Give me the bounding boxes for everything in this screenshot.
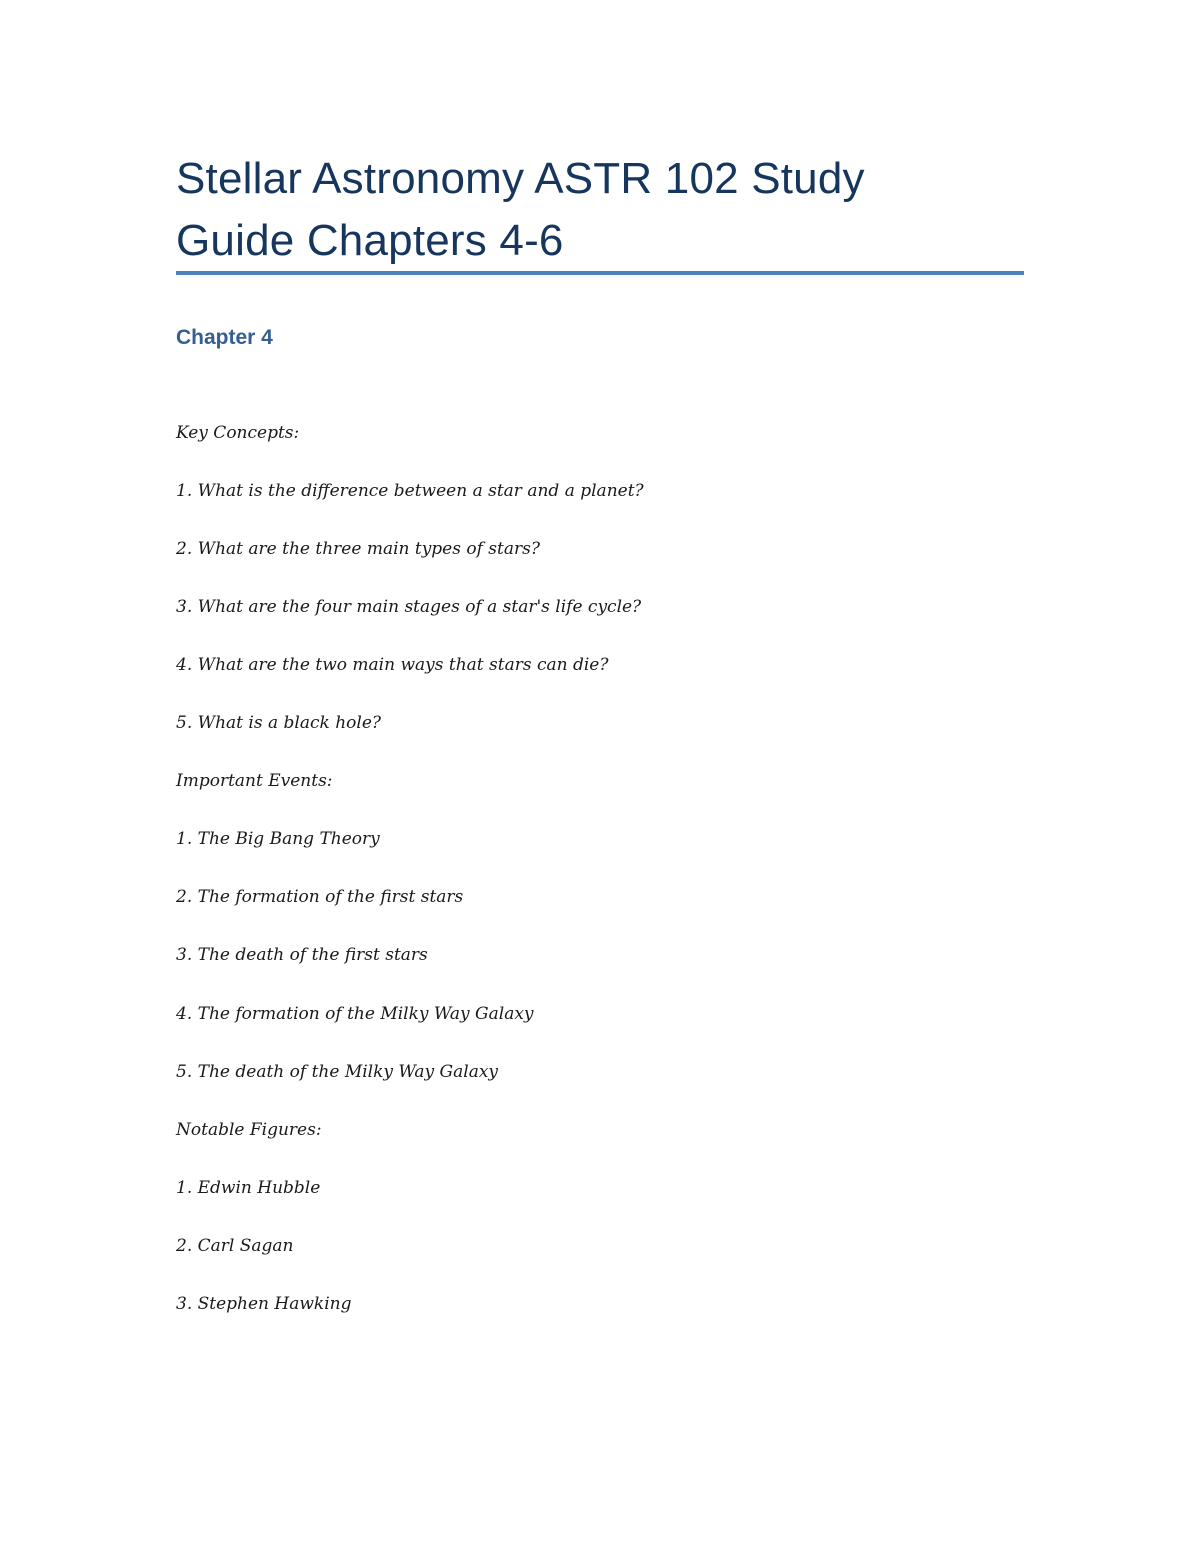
notable-figures-label: Notable Figures:: [176, 1120, 322, 1140]
key-concept-item: 2. What are the three main types of stars?: [176, 539, 540, 559]
title-line-2: Guide Chapters 4-6: [176, 216, 564, 265]
important-event-item: 3. The death of the first stars: [176, 945, 428, 965]
important-event-item: 5. The death of the Milky Way Galaxy: [176, 1062, 499, 1082]
notable-figure-item: 3. Stephen Hawking: [176, 1294, 352, 1314]
important-event-item: 1. The Big Bang Theory: [176, 829, 380, 849]
important-event-item: 4. The formation of the Milky Way Galaxy: [176, 1004, 534, 1024]
key-concepts-label: Key Concepts:: [176, 423, 300, 443]
notable-figure-item: 1. Edwin Hubble: [176, 1178, 321, 1198]
important-events-label: Important Events:: [176, 771, 333, 791]
key-concept-item: 3. What are the four main stages of a star's life cycle?: [176, 597, 642, 617]
important-event-item: 2. The formation of the first stars: [176, 887, 464, 907]
title-underline-rule: [176, 271, 1024, 275]
chapter-heading: Chapter 4: [176, 326, 273, 349]
title-line-1: Stellar Astronomy ASTR 102 Study: [176, 154, 865, 203]
notable-figure-item: 2. Carl Sagan: [176, 1236, 294, 1256]
key-concept-item: 1. What is the difference between a star and a planet?: [176, 481, 644, 501]
document-title: [176, 148, 1024, 272]
key-concept-item: 4. What are the two main ways that stars can die?: [176, 655, 609, 675]
key-concept-item: 5. What is a black hole?: [176, 713, 381, 733]
